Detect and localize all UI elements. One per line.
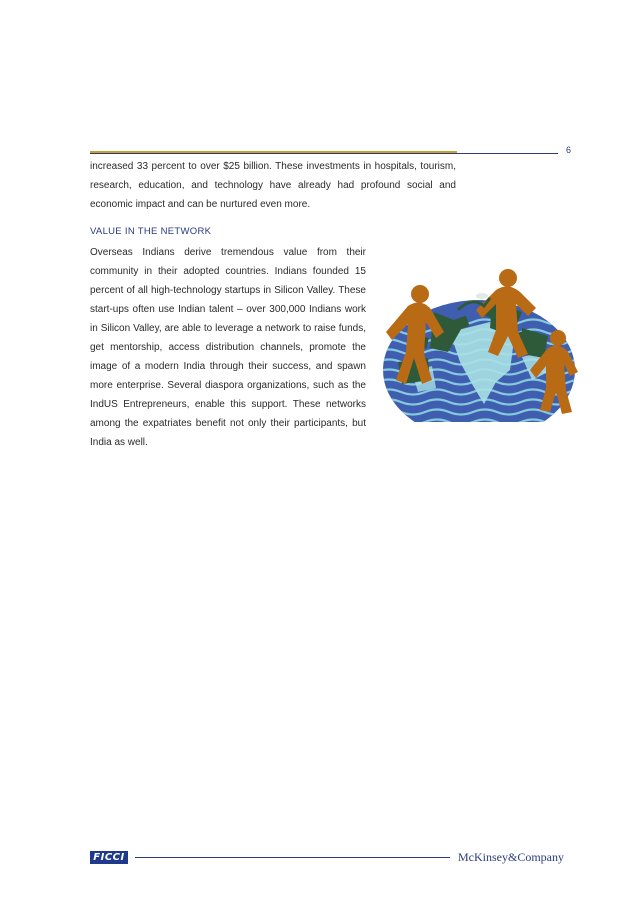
ficci-logo: FICCI [90,851,128,864]
intro-paragraph: increased 33 percent to over $25 billion. These investments in hospitals, tourism, research, education, and technology have already had profound social and economic impact and can be nurtured even more. [90,161,456,210]
section-paragraph: Overseas Indians derive tremendous value from their community in their adopted countries. Indians founded 15 percent of all high-technology startups in Silicon Valley. These start-ups often use Indian talent – over 300,000 Indians work in Silicon Valley, are able to leverage a network to raise funds, get mentorship, access distribution channels, promote the image of a modern India through their success, and spawn more enterprise. Several diaspora organizations, such as the IndUS Entrepreneurs, enable this support. These networks among the expatriates benefit not only their participants, but India as well. [90,243,456,452]
header-rule [90,153,558,154]
footer-rule [135,857,450,858]
mckinsey-brand: McKinsey&Company [458,850,564,864]
page-number: 6 [566,145,572,155]
section-heading: VALUE IN THE NETWORK [90,226,212,237]
text-wrap-spacer [366,281,456,423]
